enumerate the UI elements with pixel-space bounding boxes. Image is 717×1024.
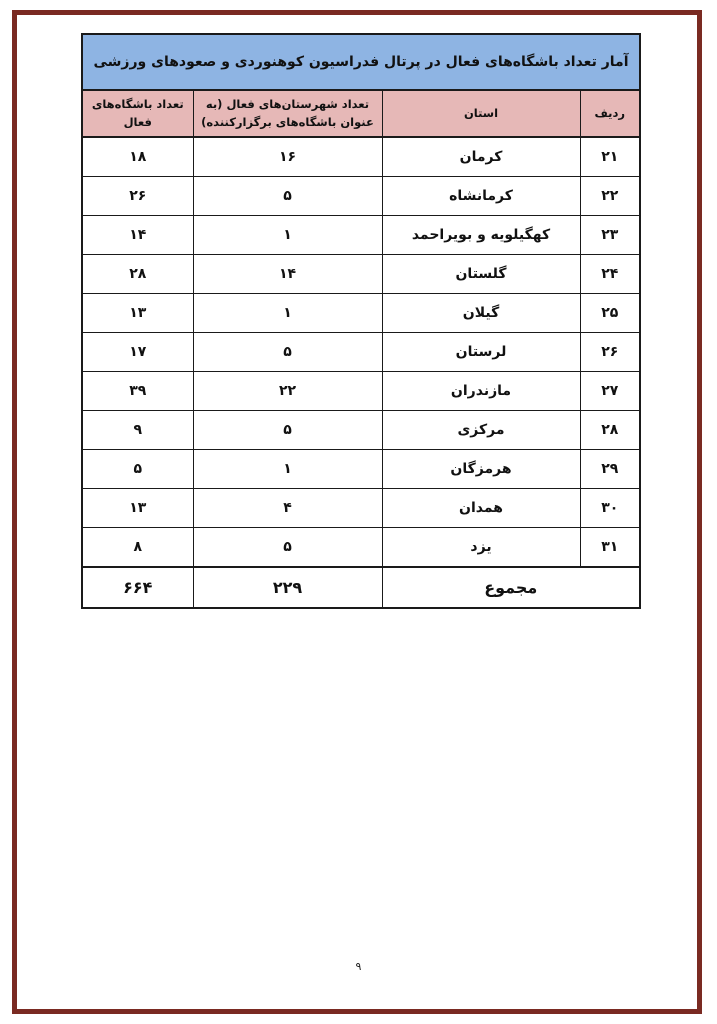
province-cell: کهگیلویه و بویراحمد — [382, 216, 580, 255]
clubs-stats-table — [81, 33, 641, 609]
table-row — [82, 489, 640, 528]
clubs-count-cell: ۱۸ — [82, 137, 193, 177]
row-number-cell: ۳۱ — [580, 528, 640, 568]
row-number-cell: ۲۷ — [580, 372, 640, 411]
row-number-cell: ۲۶ — [580, 333, 640, 372]
cities-count-cell: ۵ — [193, 528, 382, 568]
province-cell: هرمزگان — [382, 450, 580, 489]
table-row — [82, 255, 640, 294]
cities-count-cell: ۴ — [193, 489, 382, 528]
header-cities: تعداد شهرستان‌های فعال (به عنوان باشگاه‌های برگزارکننده) — [193, 90, 382, 137]
header-clubs: تعداد باشگاه‌های فعال — [82, 90, 193, 137]
province-cell: کرمانشاه — [382, 177, 580, 216]
cities-count-cell: ۱۴ — [193, 255, 382, 294]
row-number-cell: ۲۲ — [580, 177, 640, 216]
province-cell: کرمان — [382, 137, 580, 177]
total-clubs: ۶۶۴ — [82, 567, 193, 608]
clubs-count-cell: ۲۶ — [82, 177, 193, 216]
cities-count-cell: ۱ — [193, 450, 382, 489]
clubs-count-cell: ۱۳ — [82, 294, 193, 333]
row-number-cell: ۲۱ — [580, 137, 640, 177]
table-row — [82, 137, 640, 177]
table-title: آمار تعداد باشگاه‌های فعال در پرتال فدراسیون کوهنوردی و صعودهای ورزشی — [82, 34, 640, 90]
cities-count-cell: ۵ — [193, 177, 382, 216]
clubs-count-cell: ۲۸ — [82, 255, 193, 294]
cities-count-cell: ۱ — [193, 294, 382, 333]
province-cell: همدان — [382, 489, 580, 528]
clubs-count-cell: ۱۴ — [82, 216, 193, 255]
page-number: ۹ — [355, 960, 362, 973]
table-row — [82, 411, 640, 450]
row-number-cell: ۲۳ — [580, 216, 640, 255]
table-row — [82, 294, 640, 333]
cities-count-cell: ۲۲ — [193, 372, 382, 411]
table-row — [82, 216, 640, 255]
row-number-cell: ۲۵ — [580, 294, 640, 333]
province-cell: گلستان — [382, 255, 580, 294]
province-cell: یزد — [382, 528, 580, 568]
total-cities: ۲۲۹ — [193, 567, 382, 608]
row-number-cell: ۲۸ — [580, 411, 640, 450]
province-cell: لرستان — [382, 333, 580, 372]
clubs-count-cell: ۹ — [82, 411, 193, 450]
clubs-count-cell: ۵ — [82, 450, 193, 489]
cities-count-cell: ۵ — [193, 411, 382, 450]
table-body — [82, 137, 640, 567]
cities-count-cell: ۱۶ — [193, 137, 382, 177]
province-cell: مازندران — [382, 372, 580, 411]
clubs-count-cell: ۳۹ — [82, 372, 193, 411]
clubs-count-cell: ۸ — [82, 528, 193, 568]
row-number-cell: ۳۰ — [580, 489, 640, 528]
total-row — [82, 567, 640, 608]
header-row — [82, 90, 640, 137]
province-cell: مرکزی — [382, 411, 580, 450]
cities-count-cell: ۵ — [193, 333, 382, 372]
header-row-no: ردیف — [580, 90, 640, 137]
table-row — [82, 528, 640, 568]
row-number-cell: ۲۹ — [580, 450, 640, 489]
table-row — [82, 333, 640, 372]
title-row — [82, 34, 640, 90]
row-number-cell: ۲۴ — [580, 255, 640, 294]
total-label: مجموع — [382, 567, 640, 608]
table-row — [82, 450, 640, 489]
table-row — [82, 372, 640, 411]
clubs-count-cell: ۱۳ — [82, 489, 193, 528]
header-province: استان — [382, 90, 580, 137]
table-row — [82, 177, 640, 216]
province-cell: گیلان — [382, 294, 580, 333]
clubs-count-cell: ۱۷ — [82, 333, 193, 372]
cities-count-cell: ۱ — [193, 216, 382, 255]
